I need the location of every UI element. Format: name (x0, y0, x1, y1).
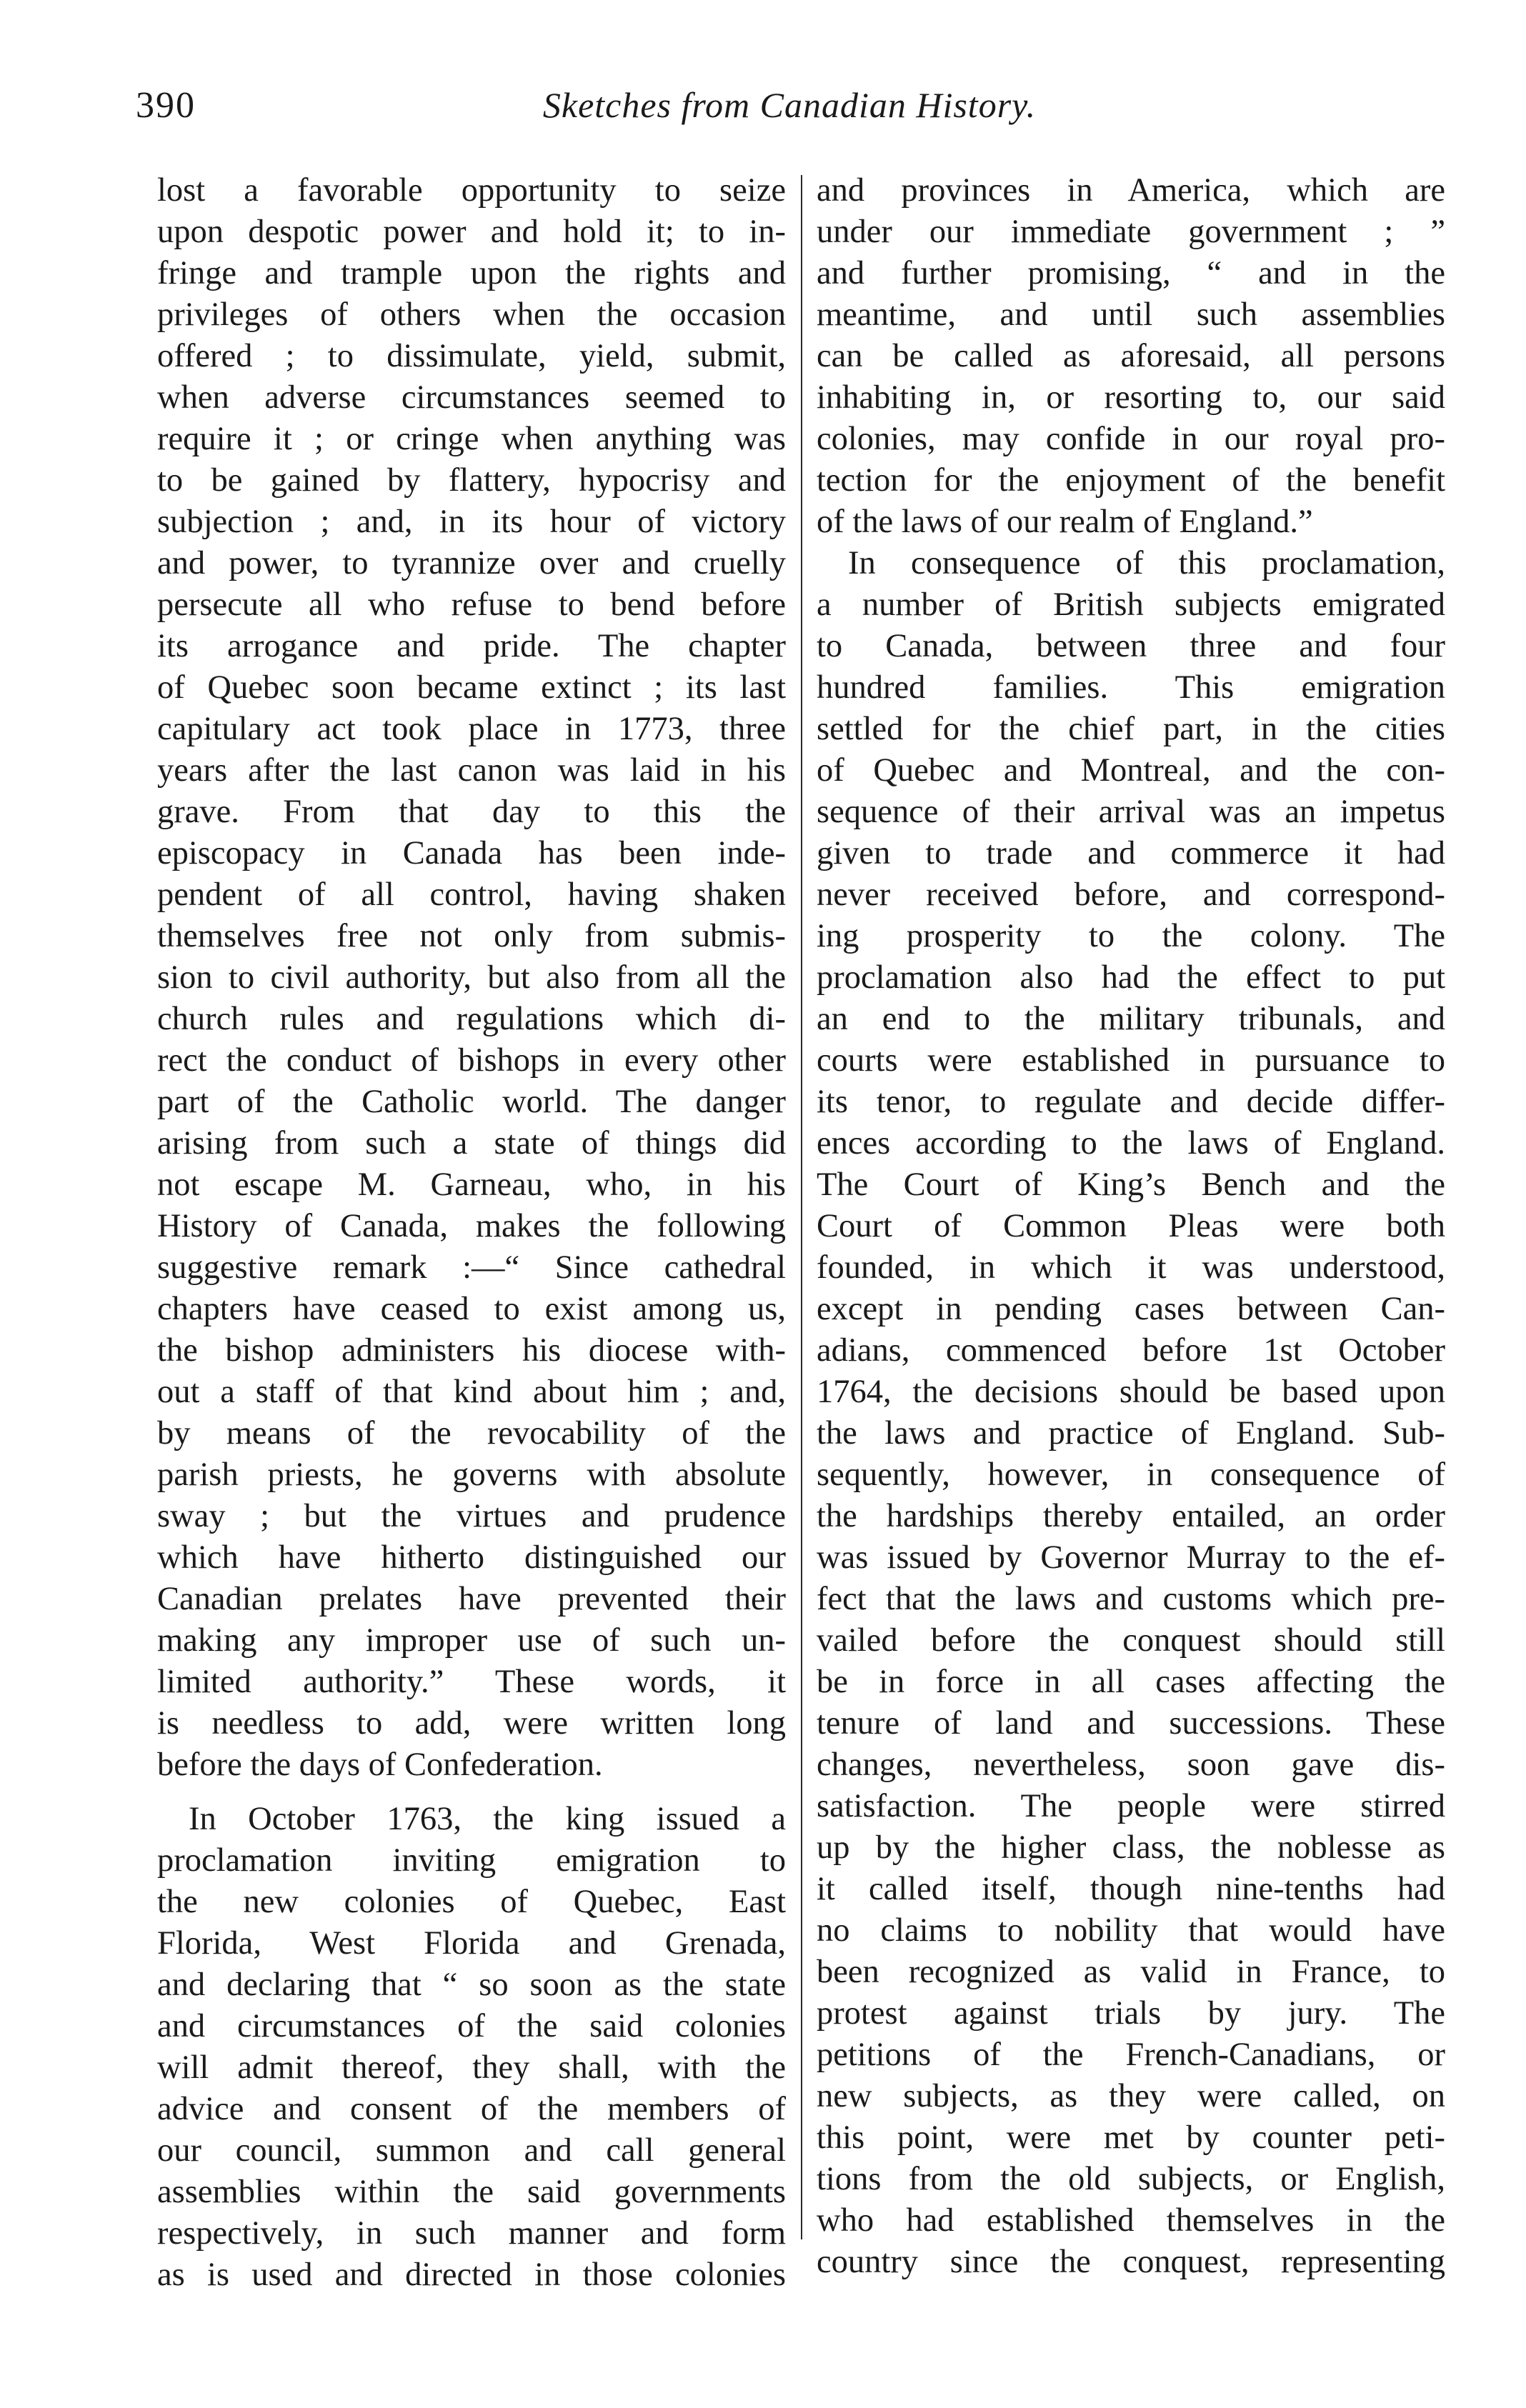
text-line: sway ; but the virtues and prudence (157, 1498, 786, 1534)
text-line: before the days of Confederation. (157, 1747, 603, 1783)
text-line: fringe and trample upon the rights and (157, 255, 786, 291)
text-line: to Canada, between three and four (817, 628, 1445, 664)
text-line: given to trade and commerce it had (817, 835, 1445, 871)
text-line: chapters have ceased to exist among us, (157, 1291, 786, 1327)
text-line: of the laws of our realm of England.” (817, 504, 1313, 540)
text-line: tions from the old subjects, or English, (817, 2161, 1445, 2197)
text-line: sequently, however, in consequence of (817, 1457, 1445, 1493)
text-line: and power, to tyrannize over and cruelly (157, 545, 786, 581)
text-line: sion to civil authority, but also from all the (157, 959, 786, 996)
text-line: arising from such a state of things did (157, 1125, 786, 1161)
text-line: rect the conduct of bishops in every other (157, 1042, 786, 1079)
text-line: can be called as aforesaid, all persons (817, 338, 1445, 374)
text-line: no claims to nobility that would have (817, 1912, 1445, 1949)
text-line: up by the higher class, the noblesse as (817, 1829, 1445, 1866)
text-line: part of the Catholic world. The danger (157, 1084, 786, 1120)
text-line: courts were established in pursuance to (817, 1042, 1445, 1079)
text-line: proclamation inviting emigration to (157, 1842, 786, 1879)
text-line: when adverse circumstances seemed to (157, 379, 786, 416)
text-line: and provinces in America, which are (817, 172, 1445, 209)
text-line: settled for the chief part, in the cities (817, 711, 1445, 747)
text-line: never received before, and correspond- (817, 876, 1445, 913)
text-line: this point, were met by counter peti- (817, 2119, 1445, 2156)
text-line: subjection ; and, in its hour of victory (157, 504, 786, 540)
running-title: Sketches from Canadian History. (542, 85, 1037, 125)
text-line: under our immediate government ; ” (817, 214, 1445, 250)
text-line: church rules and regulations which di- (157, 1001, 786, 1037)
text-line: changes, nevertheless, soon gave dis- (817, 1747, 1445, 1783)
text-line: years after the last canon was laid in his (157, 752, 786, 789)
text-line: protest against trials by jury. The (817, 1995, 1445, 2032)
text-line: country since the conquest, representing (817, 2244, 1445, 2280)
text-line: and declaring that “ so soon as the state (157, 1967, 786, 2003)
text-line: 1764, the decisions should be based upon (817, 1374, 1445, 1410)
text-line: privileges of others when the occasion (157, 296, 786, 333)
text-line: vailed before the conquest should still (817, 1622, 1445, 1659)
text-line: pendent of all control, having shaken (157, 876, 786, 913)
text-line: satisfaction. The people were stirred (817, 1788, 1445, 1824)
text-line: its tenor, to regulate and decide differ- (817, 1084, 1445, 1120)
text-line: and further promising, “ and in the (817, 255, 1445, 291)
text-line: petitions of the French-Canadians, or (817, 2037, 1445, 2073)
text-line: our council, summon and call general (157, 2132, 786, 2169)
right-column (817, 170, 1445, 2283)
text-line: proclamation also had the effect to put (817, 959, 1445, 996)
text-line: persecute all who refuse to bend before (157, 586, 786, 623)
text-line: tenure of land and successions. These (817, 1705, 1445, 1742)
text-line: respectively, in such manner and form (157, 2215, 786, 2252)
text-line: it called itself, though nine-tenths had (817, 1871, 1445, 1907)
text-line: suggestive remark :—“ Since cathedral (157, 1249, 786, 1286)
text-line: require it ; or cringe when anything was (157, 421, 786, 457)
text-line: ences according to the laws of England. (817, 1125, 1445, 1161)
text-line: as is used and directed in those colonies (157, 2257, 786, 2293)
text-line: ing prosperity to the colony. The (817, 918, 1445, 954)
text-line: the hardships thereby entailed, an order (817, 1498, 1445, 1534)
text-line: except in pending cases between Can- (817, 1291, 1445, 1327)
text-line: Court of Common Pleas were both (817, 1208, 1445, 1244)
text-line: Florida, West Florida and Grenada, (157, 1925, 786, 1962)
text-line: In consequence of this proclamation, (848, 545, 1445, 581)
text-line: to be gained by flattery, hypocrisy and (157, 462, 786, 499)
text-line: making any improper use of such un- (157, 1622, 786, 1659)
text-line: the bishop administers his diocese with- (157, 1332, 786, 1369)
text-line: assemblies within the said governments (157, 2174, 786, 2210)
page-number: 390 (136, 85, 196, 126)
text-line: who had established themselves in the (817, 2202, 1445, 2239)
text-line: The Court of King’s Bench and the (817, 1166, 1445, 1203)
text-line: History of Canada, makes the following (157, 1208, 786, 1244)
text-line: and circumstances of the said colonies (157, 2008, 786, 2044)
text-line: capitulary act took place in 1773, three (157, 711, 786, 747)
left-column (157, 170, 786, 2296)
text-line: upon despotic power and hold it; to in- (157, 214, 786, 250)
text-line: In October 1763, the king issued a (189, 1801, 786, 1837)
text-line: a number of British subjects emigrated (817, 586, 1445, 623)
text-line: advice and consent of the members of (157, 2091, 786, 2127)
text-line: limited authority.” These words, it (157, 1664, 786, 1700)
text-line: been recognized as valid in France, to (817, 1954, 1445, 1990)
text-line: meantime, and until such assemblies (817, 296, 1445, 333)
text-line: of Quebec soon became extinct ; its last (157, 669, 786, 706)
text-line: tection for the enjoyment of the benefit (817, 462, 1445, 499)
text-line: fect that the laws and customs which pre- (817, 1581, 1445, 1617)
running-head (129, 84, 1450, 141)
text-line: hundred families. This emigration (817, 669, 1445, 706)
text-line: out a staff of that kind about him ; and, (157, 1374, 786, 1410)
text-line: its arrogance and pride. The chapter (157, 628, 786, 664)
text-line: adians, commenced before 1st October (817, 1332, 1445, 1369)
text-line: lost a favorable opportunity to seize (157, 172, 786, 209)
text-line: the laws and practice of England. Sub- (817, 1415, 1445, 1452)
text-line: be in force in all cases affecting the (817, 1664, 1445, 1700)
text-line: of Quebec and Montreal, and the con- (817, 752, 1445, 789)
text-line: offered ; to dissimulate, yield, submit, (157, 338, 786, 374)
text-line: will admit thereof, they shall, with the (157, 2049, 786, 2086)
text-line: not escape M. Garneau, who, in his (157, 1166, 786, 1203)
text-line: was issued by Governor Murray to the ef- (817, 1539, 1445, 1576)
text-line: the new colonies of Quebec, East (157, 1884, 786, 1920)
text-line: colonies, may confide in our royal pro- (817, 421, 1445, 457)
text-line: founded, in which it was understood, (817, 1249, 1445, 1286)
text-line: which have hitherto distinguished our (157, 1539, 786, 1576)
text-line: sequence of their arrival was an impetus (817, 794, 1445, 830)
text-line: parish priests, he governs with absolute (157, 1457, 786, 1493)
text-line: episcopacy in Canada has been inde- (157, 835, 786, 871)
text-line: is needless to add, were written long (157, 1705, 786, 1742)
text-line: themselves free not only from submis- (157, 918, 786, 954)
text-line: Canadian prelates have prevented their (157, 1581, 786, 1617)
text-line: grave. From that day to this the (157, 794, 786, 830)
text-line: new subjects, as they were called, on (817, 2078, 1445, 2114)
text-line: inhabiting in, or resorting to, our said (817, 379, 1445, 416)
text-line: an end to the military tribunals, and (817, 1001, 1445, 1037)
text-line: by means of the revocability of the (157, 1415, 786, 1452)
column-rule (801, 175, 802, 2239)
